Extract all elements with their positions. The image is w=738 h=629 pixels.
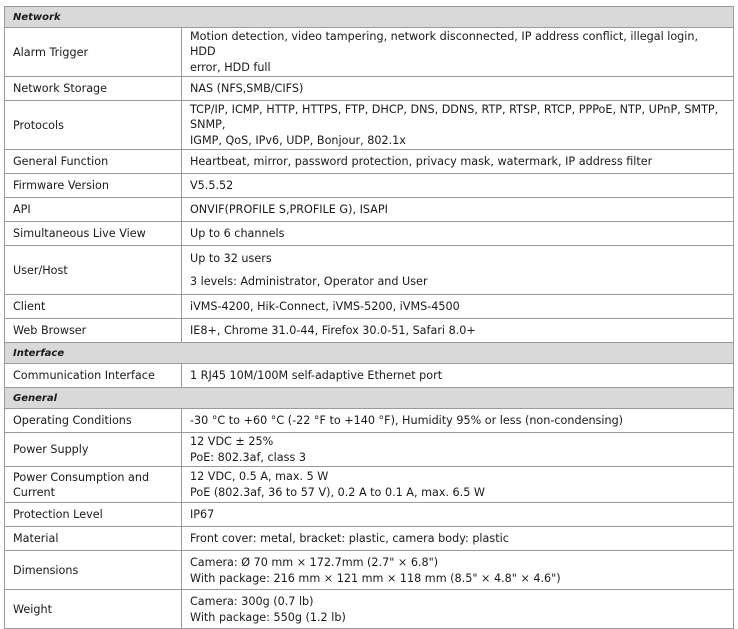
section-header-network bbox=[5, 7, 734, 28]
spec-value bbox=[182, 364, 734, 388]
spec-value-line: error, HDD full bbox=[190, 61, 271, 74]
spec-row-power-supply bbox=[5, 433, 734, 467]
spec-value bbox=[182, 101, 734, 150]
spec-table-body bbox=[5, 7, 734, 629]
spec-value bbox=[182, 433, 734, 467]
spec-row-network-storage bbox=[5, 77, 734, 101]
spec-label: General Function bbox=[5, 150, 182, 174]
spec-value-line: Motion detection, video tampering, network disconnected, IP address conflict, illegal login, HDD bbox=[190, 30, 699, 58]
spec-label: Simultaneous Live View bbox=[5, 222, 182, 246]
spec-row-client bbox=[5, 295, 734, 319]
spec-row-protection-level bbox=[5, 503, 734, 527]
spec-row-firmware-version bbox=[5, 174, 734, 198]
spec-value bbox=[182, 77, 734, 101]
spec-label: Weight bbox=[5, 590, 182, 629]
spec-value-line: PoE: 802.3af, class 3 bbox=[190, 451, 306, 464]
spec-row-alarm-trigger bbox=[5, 28, 734, 77]
spec-row-dimensions bbox=[5, 551, 734, 590]
spec-value-line: Camera: 300g (0.7 lb) bbox=[190, 594, 314, 608]
spec-label: API bbox=[5, 198, 182, 222]
spec-row-material bbox=[5, 527, 734, 551]
spec-row-power-consumption-and-current bbox=[5, 467, 734, 503]
spec-value-line: 12 VDC, 0.5 A, max. 5 W bbox=[190, 470, 329, 483]
spec-value bbox=[182, 246, 734, 295]
spec-label: Operating Conditions bbox=[5, 409, 182, 433]
spec-row-web-browser bbox=[5, 319, 734, 343]
spec-row-api bbox=[5, 198, 734, 222]
spec-row-general-function bbox=[5, 150, 734, 174]
spec-label: Alarm Trigger bbox=[5, 28, 182, 77]
spec-value-line: Up to 32 users bbox=[190, 252, 272, 265]
spec-value-line: With package: 550g (1.2 lb) bbox=[190, 610, 346, 624]
spec-value-line: Up to 6 channels bbox=[190, 227, 285, 240]
spec-value bbox=[182, 222, 734, 246]
spec-label: Power Consumption and Current bbox=[5, 467, 182, 503]
spec-label: Web Browser bbox=[5, 319, 182, 343]
spec-value-line: ONVIF(PROFILE S,PROFILE G), ISAPI bbox=[190, 203, 388, 216]
spec-value-line: iVMS-4200, Hik-Connect, iVMS-5200, iVMS-4500 bbox=[190, 300, 460, 313]
spec-label: Firmware Version bbox=[5, 174, 182, 198]
spec-label: Network Storage bbox=[5, 77, 182, 101]
spec-value bbox=[182, 409, 734, 433]
spec-value-line: IE8+, Chrome 31.0-44, Firefox 30.0-51, Safari 8.0+ bbox=[190, 324, 476, 337]
spec-value-line: 1 RJ45 10M/100M self-adaptive Ethernet port bbox=[190, 369, 443, 382]
spec-value bbox=[182, 28, 734, 77]
spec-label: Protocols bbox=[5, 101, 182, 150]
spec-value bbox=[182, 150, 734, 174]
spec-row-weight bbox=[5, 590, 734, 629]
spec-value bbox=[182, 174, 734, 198]
spec-label: Protection Level bbox=[5, 503, 182, 527]
spec-value-line: -30 °C to +60 °C (-22 °F to +140 °F), Humidity 95% or less (non-condensing) bbox=[190, 414, 624, 427]
spec-value-line: IGMP, QoS, IPv6, UDP, Bonjour, 802.1x bbox=[190, 134, 406, 147]
spec-row-operating-conditions bbox=[5, 409, 734, 433]
spec-value bbox=[182, 503, 734, 527]
spec-row-protocols bbox=[5, 101, 734, 150]
spec-row-simultaneous-live-view bbox=[5, 222, 734, 246]
section-header-interface bbox=[5, 343, 734, 364]
spec-label: Power Supply bbox=[5, 433, 182, 467]
spec-label: Client bbox=[5, 295, 182, 319]
spec-label: Material bbox=[5, 527, 182, 551]
spec-value-line: TCP/IP, ICMP, HTTP, HTTPS, FTP, DHCP, DNS, DDNS, RTP, RTSP, RTCP, PPPoE, NTP, UPnP, SMTP, SNMP, bbox=[190, 103, 719, 131]
spec-value bbox=[182, 319, 734, 343]
spec-value-line: 3 levels: Administrator, Operator and User bbox=[190, 275, 428, 288]
spec-label: Dimensions bbox=[5, 551, 182, 590]
spec-value bbox=[182, 295, 734, 319]
spec-value-line: Heartbeat, mirror, password protection, privacy mask, watermark, IP address filter bbox=[190, 155, 653, 168]
spec-value-line: IP67 bbox=[190, 508, 215, 521]
spec-value bbox=[182, 527, 734, 551]
spec-value-line: PoE (802.3af, 36 to 57 V), 0.2 A to 0.1 A, max. 6.5 W bbox=[190, 486, 485, 499]
spec-value-line: 12 VDC ± 25% bbox=[190, 435, 274, 448]
section-title: General bbox=[5, 388, 734, 409]
spec-label: Communication Interface bbox=[5, 364, 182, 388]
spec-value-line: Front cover: metal, bracket: plastic, camera body: plastic bbox=[190, 532, 509, 545]
section-title: Network bbox=[5, 7, 734, 28]
spec-value bbox=[182, 198, 734, 222]
section-title: Interface bbox=[5, 343, 734, 364]
spec-value bbox=[182, 467, 734, 503]
spec-row-communication-interface bbox=[5, 364, 734, 388]
spec-value bbox=[182, 590, 734, 629]
spec-table bbox=[4, 6, 734, 629]
spec-value-line: Camera: Ø 70 mm × 172.7mm (2.7" × 6.8") bbox=[190, 555, 439, 569]
spec-label: User/Host bbox=[5, 246, 182, 295]
section-header-general bbox=[5, 388, 734, 409]
spec-value-line: V5.5.52 bbox=[190, 179, 234, 192]
spec-value-line: With package: 216 mm × 121 mm × 118 mm (8.5" × 4.8" × 4.6") bbox=[190, 571, 561, 585]
spec-value-line: NAS (NFS,SMB/CIFS) bbox=[190, 82, 304, 95]
spec-value bbox=[182, 551, 734, 590]
spec-row-user-host bbox=[5, 246, 734, 295]
